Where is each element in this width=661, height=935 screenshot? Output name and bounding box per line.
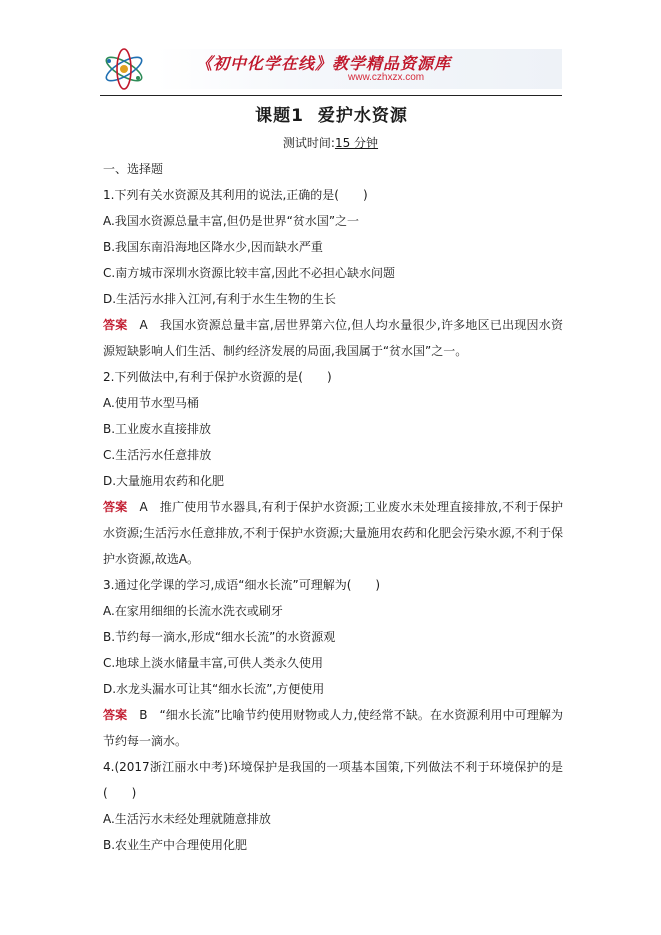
question-1 <box>103 182 563 364</box>
question-stem: 2.下列做法中,有利于保护水资源的是( ) <box>103 370 332 384</box>
answer-label: 答案 <box>103 708 128 722</box>
banner-url[interactable]: www.czhxzx.com <box>348 72 425 83</box>
option-c: C.地球上淡水储量丰富,可供人类永久使用 <box>103 656 324 670</box>
answer-block <box>103 312 563 364</box>
option-b: B.农业生产中合理使用化肥 <box>103 838 248 852</box>
question-2 <box>103 364 563 572</box>
option-d: D.大量施用农药和化肥 <box>103 474 225 488</box>
option-d: D.水龙头漏水可让其“细水长流”,方便使用 <box>103 682 325 696</box>
question-3 <box>103 572 563 754</box>
option-a: A.生活污水未经处理就随意排放 <box>103 812 271 826</box>
option-b: B.我国东南沿海地区降水少,因而缺水严重 <box>103 240 323 254</box>
question-content <box>103 156 563 858</box>
option-a: A.在家用细细的长流水洗衣或刷牙 <box>103 604 283 618</box>
section-heading: 一、选择题 <box>103 162 164 176</box>
answer-label: 答案 <box>103 500 128 514</box>
title-name: 爱护水资源 <box>317 106 408 126</box>
option-b: B.工业废水直接排放 <box>103 422 212 436</box>
question-stem: 4.(2017浙江丽水中考)环境保护是我国的一项基本国策,下列做法不利于环境保护的是( ) <box>103 760 563 800</box>
answer-explanation: 推广使用节水器具,有利于保护水资源;工业废水未处理直接排放,不利于保护水资源;生活污水任意排放,不利于保护水资源;大量施用农药和化肥会污染水源,不利于保护水资源,故选A。 <box>103 500 563 566</box>
option-c: C.南方城市深圳水资源比较丰富,因此不必担心缺水问题 <box>103 266 396 280</box>
page-title <box>0 101 661 126</box>
atom-logo-icon <box>100 45 148 93</box>
option-a: A.使用节水型马桶 <box>103 396 199 410</box>
test-time <box>0 134 661 151</box>
header-banner <box>100 44 562 94</box>
title-number: 课题1 <box>255 106 304 126</box>
answer-key: A <box>139 500 148 514</box>
answer-key: A <box>139 318 148 332</box>
option-d: D.生活污水排入江河,有利于水生生物的生长 <box>103 292 336 306</box>
answer-key: B <box>139 708 148 722</box>
question-stem: 1.下列有关水资源及其利用的说法,正确的是( ) <box>103 188 368 202</box>
option-b: B.节约每一滴水,形成“细水长流”的水资源观 <box>103 630 336 644</box>
banner-strip <box>156 49 562 89</box>
answer-block <box>103 494 563 572</box>
answer-block <box>103 702 563 754</box>
question-stem: 3.通过化学课的学习,成语“细水长流”可理解为( ) <box>103 578 381 592</box>
banner-title: 《初中化学在线》教学精品资源库 <box>196 54 452 73</box>
answer-label: 答案 <box>103 318 128 332</box>
answer-explanation: “细水长流”比喻节约使用财物或人力,使经常不缺。在水资源利用中可理解为节约每一滴水。 <box>103 708 563 748</box>
question-4 <box>103 754 563 858</box>
header-divider <box>100 95 562 96</box>
option-c: C.生活污水任意排放 <box>103 448 212 462</box>
option-a: A.我国水资源总量丰富,但仍是世界“贫水国”之一 <box>103 214 360 228</box>
test-time-label: 测试时间: <box>282 136 335 150</box>
test-time-value: 15 分钟 <box>334 136 379 150</box>
answer-explanation: 我国水资源总量丰富,居世界第六位,但人均水量很少,许多地区已出现因水资源短缺影响人们生活、制约经济发展的局面,我国属于“贫水国”之一。 <box>103 318 563 358</box>
